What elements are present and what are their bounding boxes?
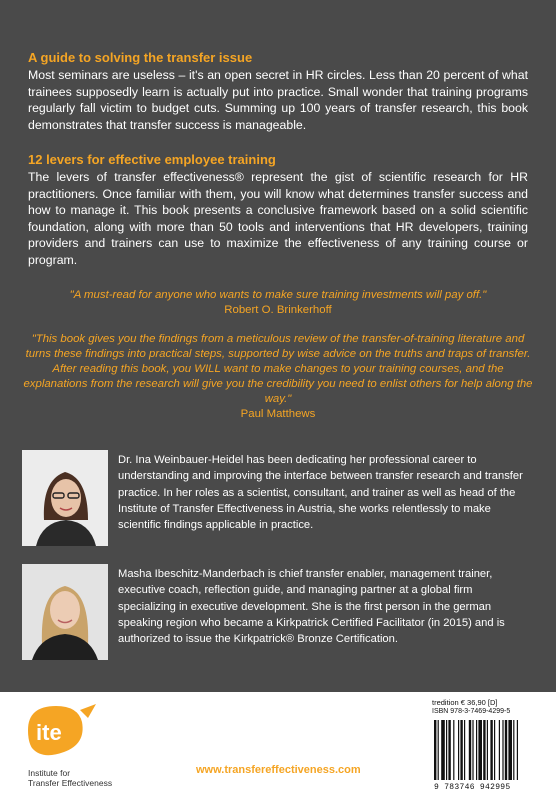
section-text: Most seminars are useless – it's an open secret in HR circles. Less than 20 percent of what trainees supposedly learn is actually put into practice. Small wonder that training programs regularly fall victim to budget cuts. Summing up 100 years of transfer research, this book demonstrates that transfer success is manageable.: [28, 68, 528, 132]
logo-caption-line: Institute for: [28, 768, 71, 778]
barcode-bar: [453, 720, 454, 780]
ite-logo-icon: [22, 700, 102, 764]
barcode-bar: [517, 720, 518, 780]
barcode-bar: [460, 720, 462, 780]
barcode-bar: [487, 720, 488, 780]
barcode-area: [420, 696, 550, 796]
price-label: tredition € 36,90 [D]: [432, 698, 498, 707]
barcode-bar: [505, 720, 507, 780]
barcode-bar: [494, 720, 495, 780]
footer: [0, 692, 556, 800]
barcode-bar: [469, 720, 471, 780]
barcode-bar: [458, 720, 459, 780]
section-heading: A guide to solving the transfer issue: [28, 50, 253, 65]
barcode-bar: [472, 720, 473, 780]
barcode-bar: [446, 720, 447, 780]
quote-author: Paul Matthews: [240, 408, 316, 420]
barcode-icon: [434, 720, 550, 780]
barcode-bar: [448, 720, 450, 780]
barcode-bar: [438, 720, 439, 780]
section-transfer-issue: [28, 50, 528, 133]
author-weinbauer-heidel: [22, 450, 534, 550]
barcode-bar: [483, 720, 485, 780]
logo-text: ite: [36, 720, 62, 745]
section-heading: 12 levers for effective employee training: [28, 152, 276, 167]
barcode-bar: [441, 720, 445, 780]
author-photo: [22, 450, 108, 546]
author-bio: Masha Ibeschitz-Manderbach is chief transfer enabler, management trainer, executive coach, reflection guide, and managing partner at a global firm specializing in executive development. She is the first person in the german speaking region who became a Kirkpatrick Certified Facilitator (in 2015) and is authorized to issue the Kirkpatrick® Bronze Certification.: [118, 568, 505, 646]
barcode-bar: [490, 720, 492, 780]
portrait-image: [22, 564, 108, 660]
isbn-label: ISBN 978-3-7469-4299-5: [432, 708, 511, 715]
quote-text: "A must-read for anyone who wants to make sure training investments will pay off.": [69, 289, 487, 301]
barcode-bar: [508, 720, 512, 780]
author-bio: Dr. Ina Weinbauer-Heidel has been dedicating her professional career to understanding and improving the interface between transfer research and transfer practice. In her roles as a scientist, consultant, and trainer as well as head of the Institute of Transfer Effectiveness in Austria, she works relentlessly to make scientific findings applicable in practice.: [118, 454, 523, 532]
portrait-image: [22, 450, 108, 546]
website-url[interactable]: www.transfereffectiveness.com: [196, 764, 361, 776]
barcode-bar: [513, 720, 514, 780]
quote-brinkerhoff: [22, 288, 534, 318]
author-ibeschitz-manderbach: [22, 564, 534, 664]
section-text: The levers of transfer effectiveness® represent the gist of scientific research for HR practitioners. Once familiar with them, you will know what determines transfer success and how to manage it. This book presents a conclusive framework based on a solid scientific foundation, along with more than 50 tools and interventions that HR developers, training providers and trainers can use to maximize the effectiveness of any training course or program.: [28, 170, 528, 267]
barcode-bar: [478, 720, 482, 780]
barcode-bar: [499, 720, 500, 780]
barcode-bar: [434, 720, 436, 780]
barcode-bar: [502, 720, 503, 780]
author-photo: [22, 564, 108, 660]
logo-caption: [28, 768, 112, 788]
quote-author: Robert O. Brinkerhoff: [224, 304, 332, 316]
logo-caption-line: Transfer Effectiveness: [28, 778, 113, 788]
barcode-digits: 9 783746 942995: [434, 783, 511, 792]
ite-logo: [22, 700, 102, 764]
quote-text: "This book gives you the findings from a meticulous review of the transfer-of-training literature and turns these findings into practical steps, supported by wise advice on the truths and traps of transfer. After reading this book, you WILL want to make changes to your training courses, and the explanations from the research will give you the credibility you need to enlist others for help along the way.": [23, 333, 533, 405]
barcode-bar: [476, 720, 477, 780]
quote-matthews: [22, 332, 534, 422]
section-12-levers: [28, 152, 528, 268]
barcode-bar: [464, 720, 465, 780]
